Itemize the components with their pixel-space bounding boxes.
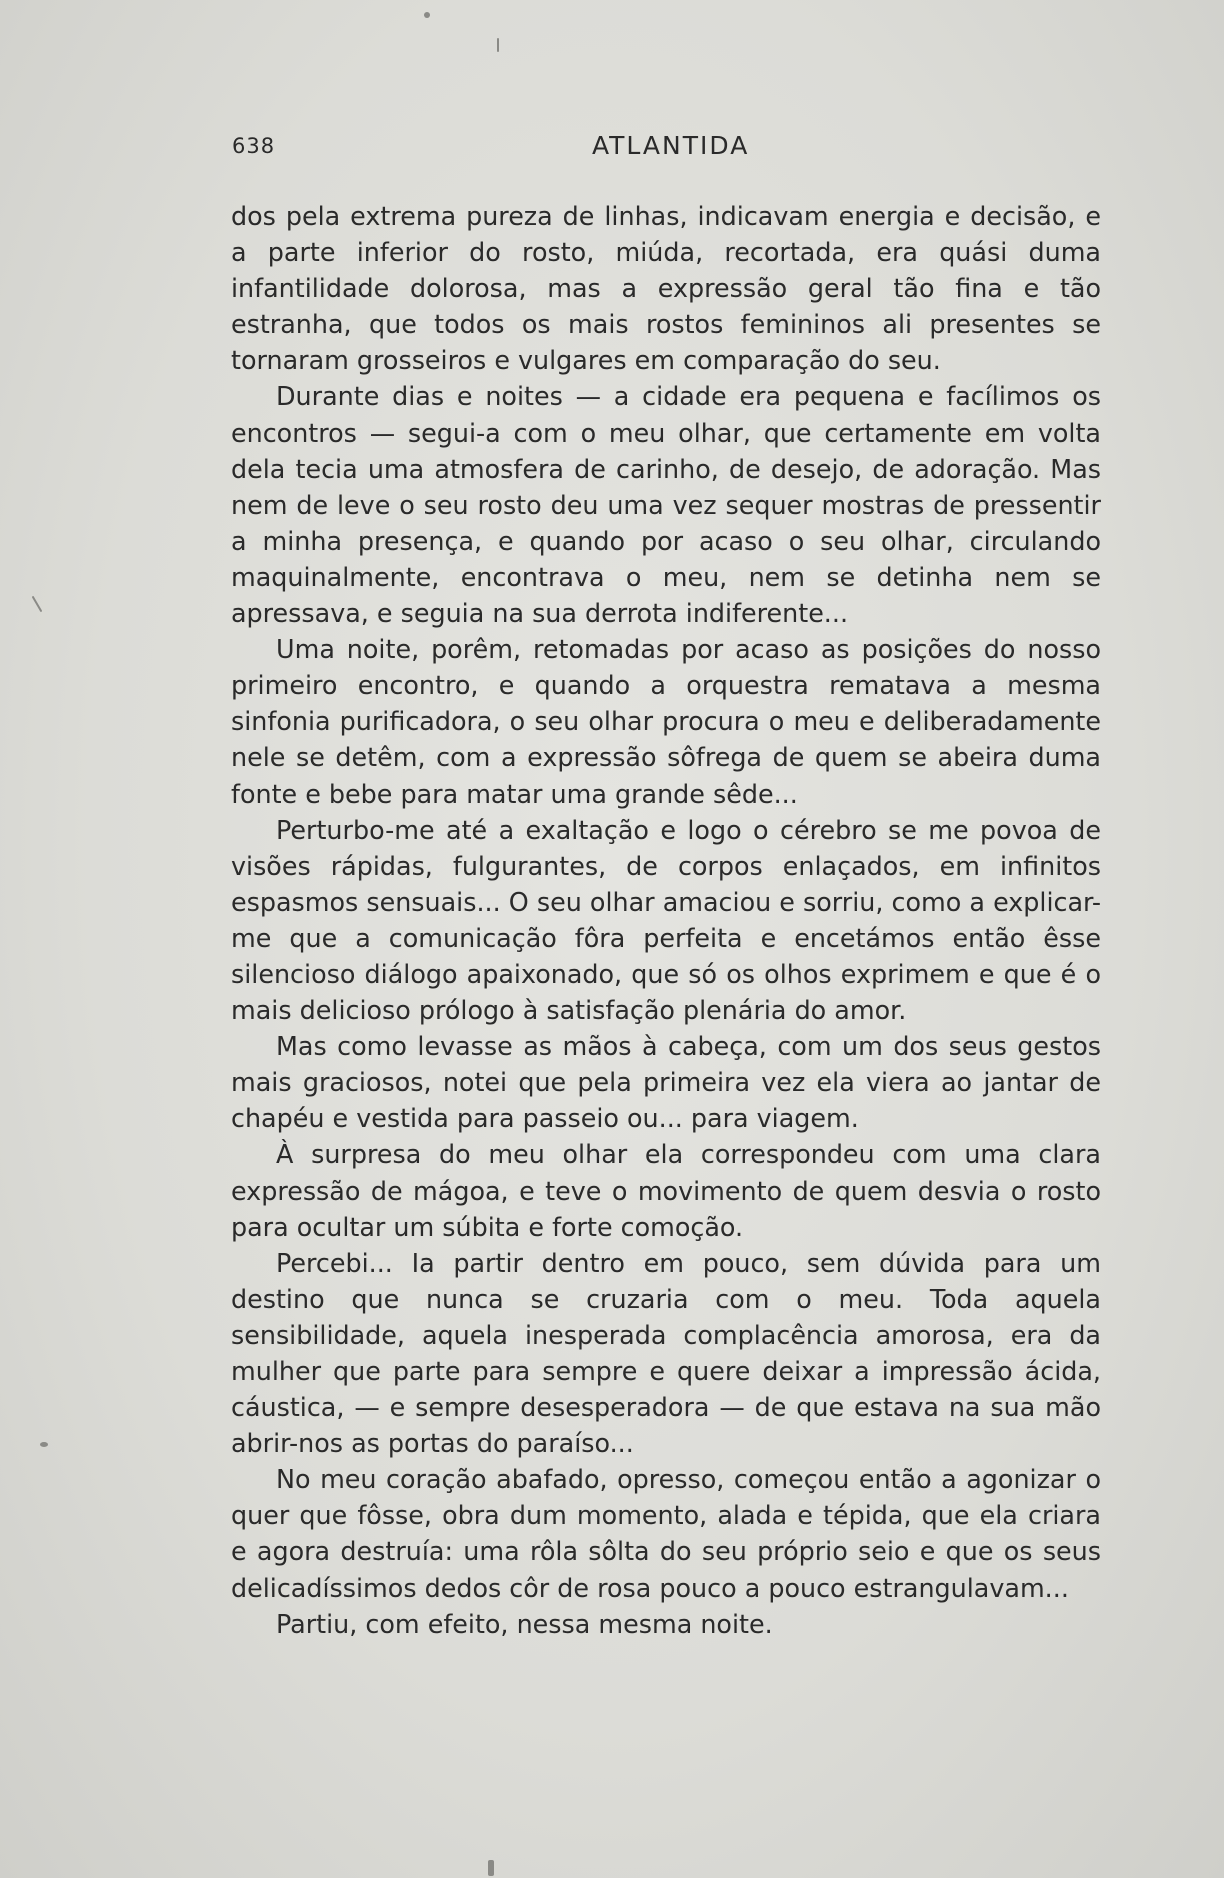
scan-speck [40, 1442, 48, 1447]
scan-speck [488, 1860, 494, 1876]
page-number: 638 [232, 134, 276, 158]
body-text [231, 198, 1101, 1642]
page-header [232, 128, 1102, 168]
paragraph: dos pela extrema pureza de linhas, indicavam energia e decisão, e a parte inferior do rosto, miúda, recortada, era quási duma infantilidade dolorosa, mas a expressão geral tão fina e tão estranha, que todos os mais rostos femininos ali presentes se tornaram grosseiros e vulgares em comparação do seu. [231, 201, 1101, 376]
paragraph: Partiu, com efeito, nessa mesma noite. [276, 1608, 773, 1639]
paragraph: Perturbo-me até a exaltação e logo o cérebro se me povoa de visões rápidas, fulgurantes, de corpos enlaçados, em infinitos espasmos sensuais... O seu olhar amaciou e sorriu, como a explicar-me que a comunicação fôra perfeita e encetámos então êsse silencioso diálogo apaixonado, que só os olhos exprimem e que é o mais delicioso prólogo à satisfação plenária do amor. [231, 814, 1101, 1026]
paragraph: À surpresa do meu olhar ela correspondeu com uma clara expressão de mágoa, e teve o movimento de quem desvia o rosto para ocultar um súbita e forte comoção. [231, 1139, 1101, 1242]
scan-speck [424, 12, 430, 18]
scan-speck [497, 38, 499, 52]
paragraph: Uma noite, porêm, retomadas por acaso as posições do nosso primeiro encontro, e quando a orquestra rematava a mesma sinfonia purificadora, o seu olhar procura o meu e deliberadamente nele se detêm, com a expressão sôfrega de quem se abeira duma fonte e bebe para matar uma grande sêde... [231, 634, 1101, 809]
scan-speck [32, 596, 43, 613]
paragraph: Percebi... Ia partir dentro em pouco, sem dúvida para um destino que nunca se cruzaria com o meu. Toda aquela sensibilidade, aquela inesperada complacência amorosa, era da mulher que parte para sempre e quere deixar a impressão ácida, cáustica, — e sempre desesperadora — de que estava na sua mão abrir-nos as portas do paraíso... [231, 1247, 1101, 1459]
paragraph: No meu coração abafado, opresso, começou então a agonizar o quer que fôsse, obra dum momento, alada e tépida, que ela criara e agora destruía: uma rôla sôlta do seu próprio seio e que os seus delicadíssimos dedos côr de rosa pouco a pouco estrangulavam... [231, 1464, 1101, 1603]
paragraph: Durante dias e noites — a cidade era pequena e facílimos os encontros — segui-a com o meu olhar, que certamente em volta dela tecia uma atmosfera de carinho, de desejo, de adoração. Mas nem de leve o seu rosto deu uma vez sequer mostras de pressentir a minha presença, e quando por acaso o seu olhar, circulando maquinalmente, encontrava o meu, nem se detinha nem se apressava, e seguia na sua derrota indiferente... [231, 381, 1101, 629]
paragraph: Mas como levasse as mãos à cabeça, com um dos seus gestos mais graciosos, notei que pela primeira vez ela viera ao jantar de chapéu e vestida para passeio ou... para viagem. [231, 1031, 1101, 1134]
running-title: ATLANTIDA [592, 131, 750, 160]
